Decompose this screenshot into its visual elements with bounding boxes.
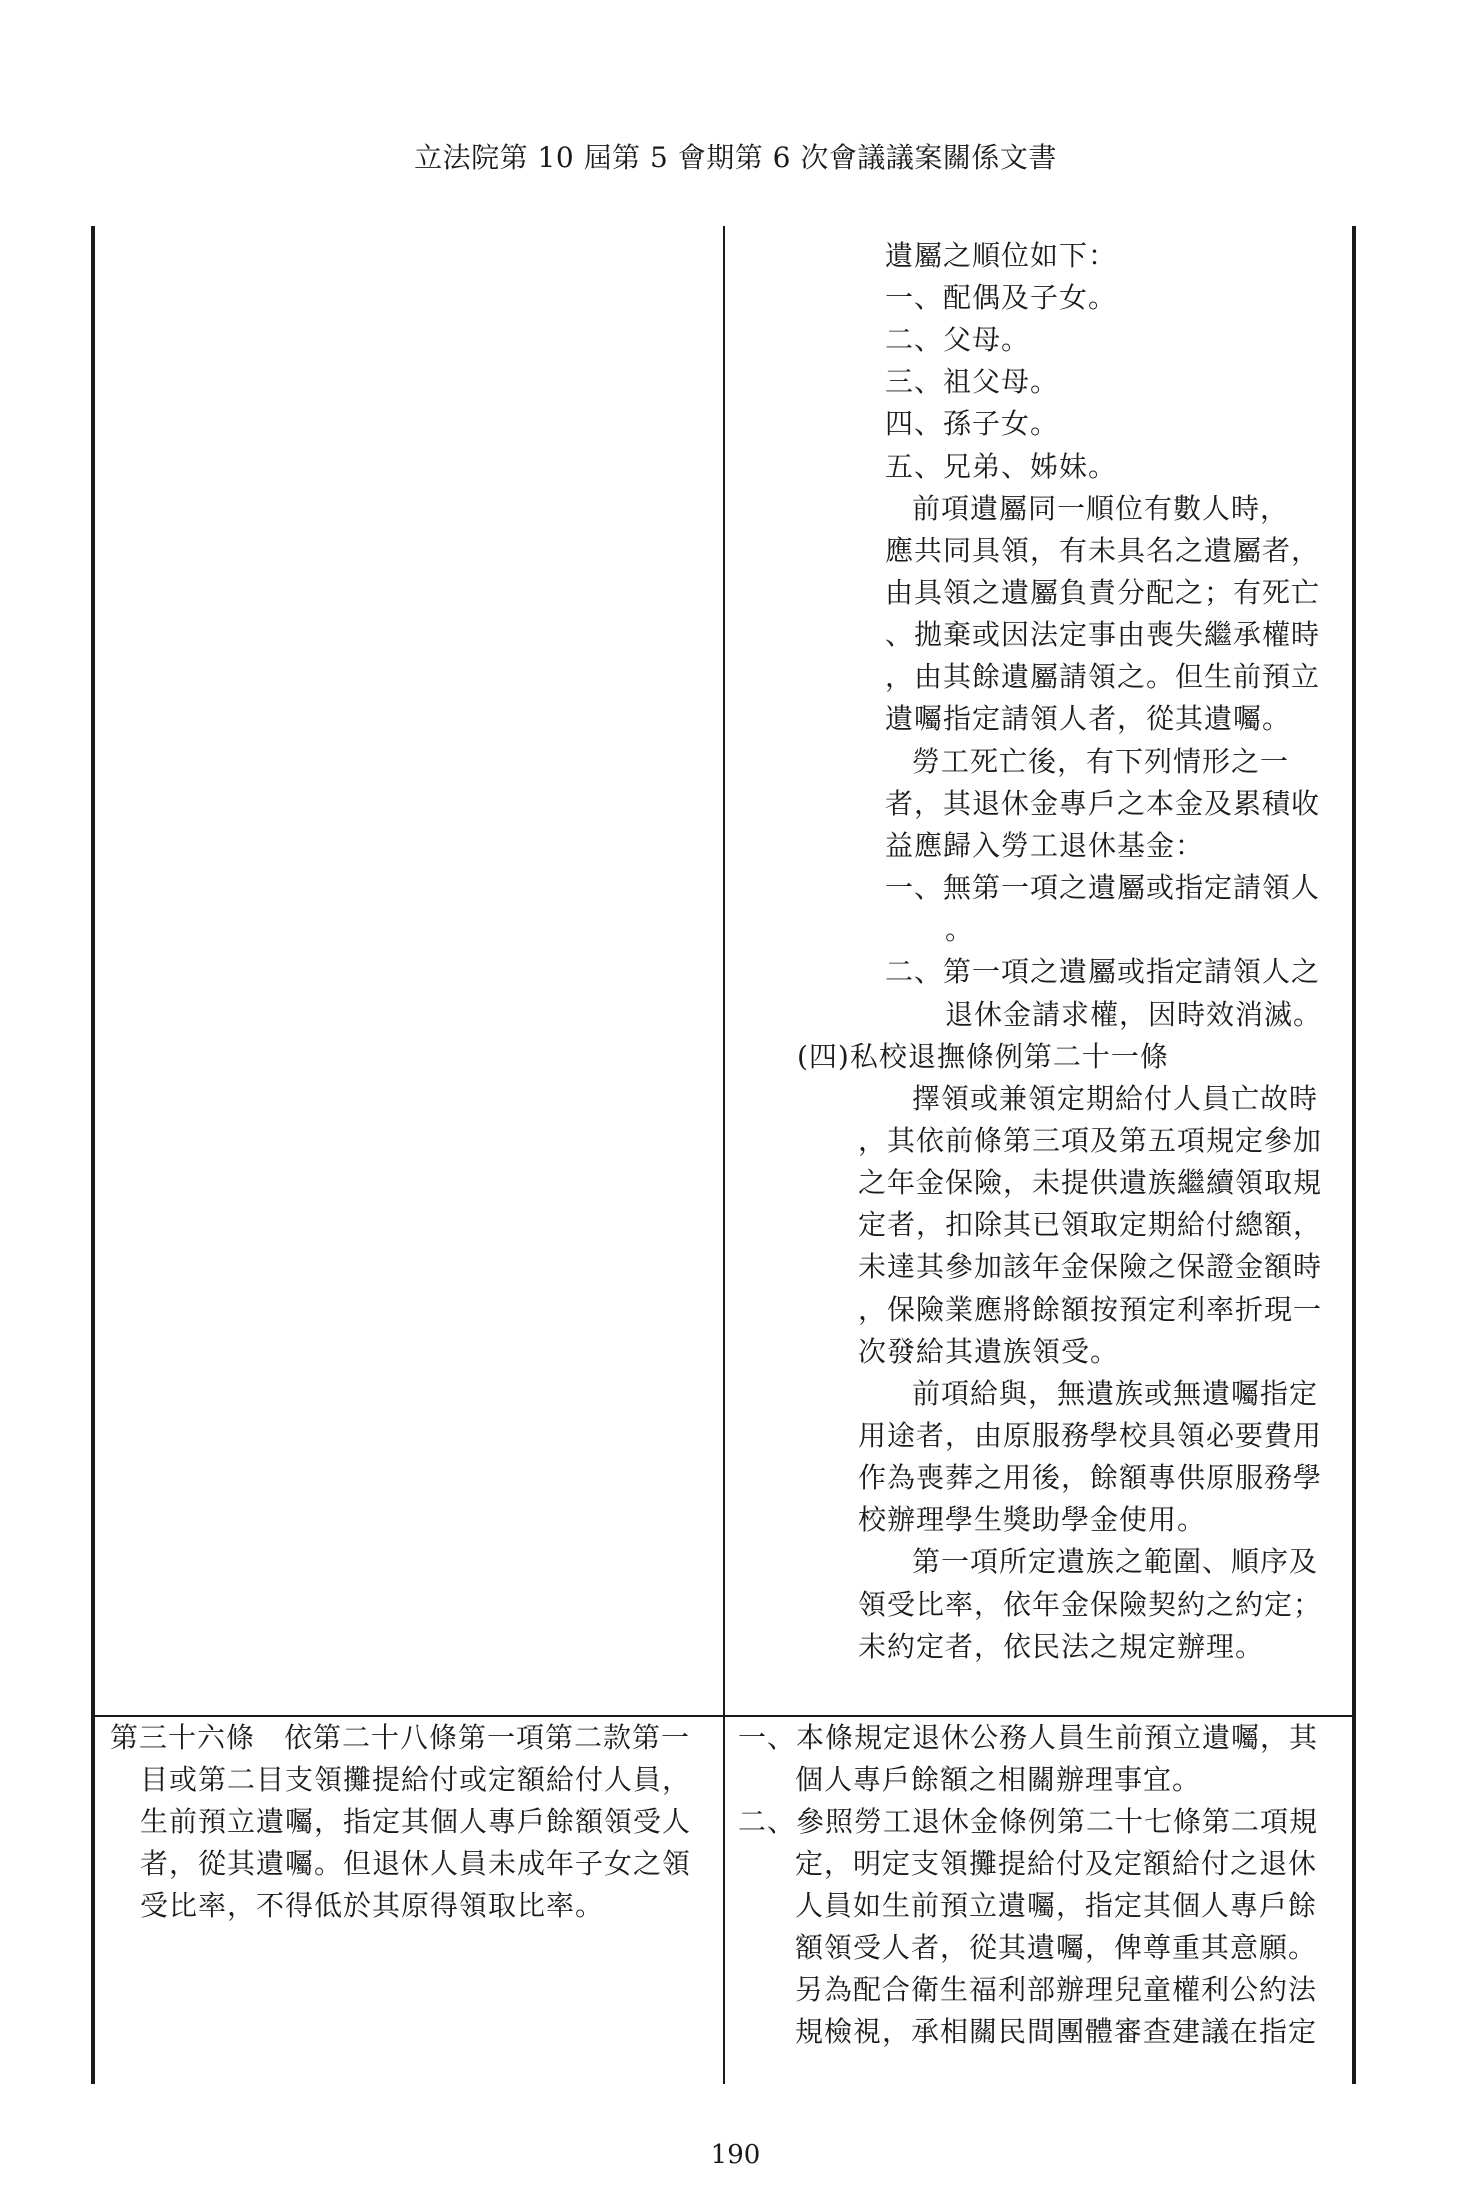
text-line: 、拋棄或因法定事由喪失繼承權時 <box>885 618 1321 651</box>
text-line: 四、孫子女。 <box>885 407 1060 440</box>
text-line: 二、參照勞工退休金條例第二十七條第二項規 <box>738 1805 1319 1838</box>
text-line: 定，明定支領攤提給付及定額給付之退休 <box>795 1847 1318 1880</box>
table-right-border <box>1352 226 1356 2084</box>
text-line: 次發給其遺族領受。 <box>858 1335 1120 1368</box>
text-line: 二、父母。 <box>885 323 1031 356</box>
text-line: 一、配偶及子女。 <box>885 281 1118 314</box>
text-line: 五、兄弟、姊妹。 <box>885 450 1118 483</box>
text-line: 未約定者，依民法之規定辦理。 <box>858 1630 1265 1663</box>
text-line: (四)私校退撫條例第二十一條 <box>797 1040 1169 1073</box>
text-line: 二、第一項之遺屬或指定請領人之 <box>885 955 1321 988</box>
text-line: 退休金請求權，因時效消滅。 <box>945 998 1323 1031</box>
text-line: 人員如生前預立遺囑，指定其個人專戶餘 <box>795 1889 1318 1922</box>
text-line: 。 <box>945 913 975 946</box>
text-line: 個人專戶餘額之相關辦理事宜。 <box>795 1763 1202 1796</box>
text-line: 用途者，由原服務學校具領必要費用 <box>858 1419 1323 1452</box>
text-line: 未達其參加該年金保險之保證金額時 <box>858 1250 1323 1283</box>
text-line: 校辦理學生獎助學金使用。 <box>858 1503 1207 1536</box>
text-line: 額領受人者，從其遺囑，俾尊重其意願。 <box>795 1931 1318 1964</box>
text-line: 定者，扣除其已領取定期給付總額， <box>858 1208 1323 1241</box>
text-line: 益應歸入勞工退休基金： <box>885 829 1205 862</box>
page-header: 立法院第 10 屆第 5 會期第 6 次會議議案關係文書 <box>414 141 1057 174</box>
text-line: 勞工死亡後，有下列情形之一 <box>912 745 1290 778</box>
text-line: 者，其退休金專戶之本金及累積收 <box>885 787 1321 820</box>
text-line: 受比率，不得低於其原得領取比率。 <box>140 1889 605 1922</box>
text-line: ，保險業應將餘額按預定利率折現一 <box>858 1293 1323 1326</box>
table-left-border <box>91 226 95 2084</box>
text-line: 另為配合衛生福利部辦理兒童權利公約法 <box>795 1973 1318 2006</box>
table-column-divider <box>723 226 725 2084</box>
text-line: 遺囑指定請領人者，從其遺囑。 <box>885 702 1292 735</box>
text-line: ，其依前條第三項及第五項規定參加 <box>858 1124 1323 1157</box>
text-line: 領受比率，依年金保險契約之約定； <box>858 1588 1323 1621</box>
text-line: 規檢視，承相關民間團體審查建議在指定 <box>795 2015 1318 2048</box>
text-line: 擇領或兼領定期給付人員亡故時 <box>912 1082 1319 1115</box>
text-line: 一、本條規定退休公務人員生前預立遺囑，其 <box>738 1721 1319 1754</box>
text-line: 前項給與，無遺族或無遺囑指定 <box>912 1377 1319 1410</box>
text-line: 第三十六條 依第二十八條第一項第二款第一 <box>110 1721 691 1754</box>
text-line: 應共同具領，有未具名之遺屬者， <box>885 534 1321 567</box>
text-line: 生前預立遺囑，指定其個人專戶餘額領受人 <box>140 1805 692 1838</box>
text-line: 由具領之遺屬負責分配之；有死亡 <box>885 576 1321 609</box>
text-line: 遺屬之順位如下： <box>885 239 1118 272</box>
text-line: 前項遺屬同一順位有數人時， <box>912 492 1290 525</box>
text-line: 三、祖父母。 <box>885 365 1060 398</box>
text-line: 第一項所定遺族之範圍、順序及 <box>912 1545 1319 1578</box>
text-line: 一、無第一項之遺屬或指定請領人 <box>885 871 1321 904</box>
text-line: 之年金保險，未提供遺族繼續領取規 <box>858 1166 1323 1199</box>
text-line: ，由其餘遺屬請領之。但生前預立 <box>885 660 1321 693</box>
text-line: 作為喪葬之用後，餘額專供原服務學 <box>858 1461 1323 1494</box>
text-line: 目或第二目支領攤提給付或定額給付人員， <box>140 1763 692 1796</box>
page-number: 190 <box>710 2140 761 2170</box>
text-line: 者，從其遺囑。但退休人員未成年子女之領 <box>140 1847 692 1880</box>
